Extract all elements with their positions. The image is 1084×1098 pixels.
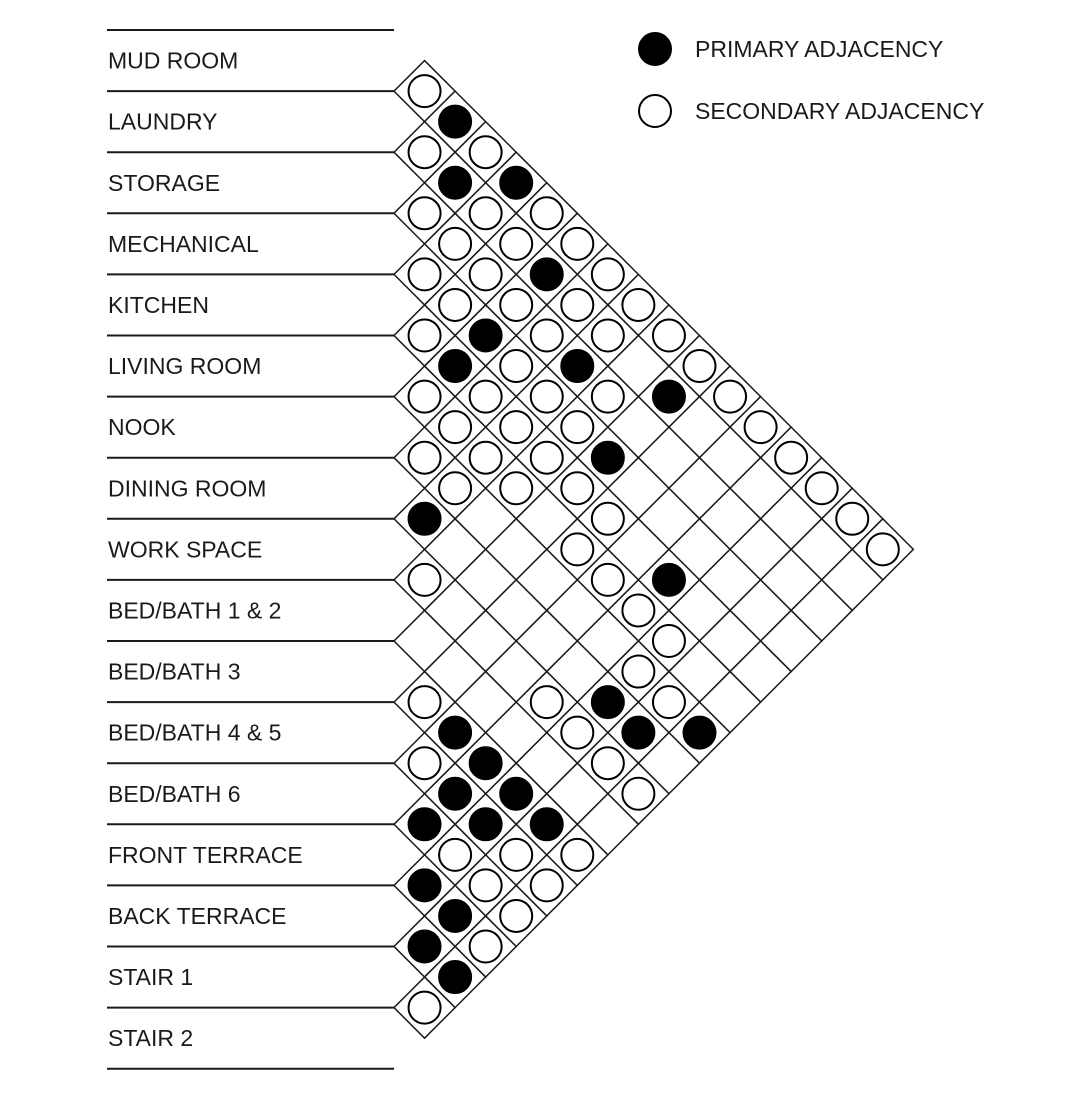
secondary-adjacency-dot-mud-room-bed-bath-1-2	[653, 320, 685, 352]
secondary-adjacency-dot-mud-room-stair-2	[867, 533, 899, 565]
primary-adjacency-dot-kitchen-nook	[439, 350, 471, 382]
secondary-adjacency-dot-living-room-back-terrace	[653, 625, 685, 657]
room-label-back-terrace: BACK TERRACE	[108, 902, 287, 929]
secondary-adjacency-dot-bed-bath-6-stair-2	[500, 900, 532, 932]
secondary-adjacency-dot-kitchen-living-room	[409, 320, 441, 352]
secondary-adjacency-dot-bed-bath-3-stair-2	[561, 839, 593, 871]
secondary-adjacency-dot-mechanical-dining-room	[500, 350, 532, 382]
room-label-kitchen: KITCHEN	[108, 291, 209, 318]
legend	[639, 33, 984, 127]
secondary-adjacency-dot-kitchen-bed-bath-3	[561, 472, 593, 504]
secondary-adjacency-dot-storage-nook	[500, 289, 532, 321]
room-label-living-room: LIVING ROOM	[108, 353, 262, 380]
secondary-adjacency-dot-living-room-work-space	[470, 442, 502, 474]
primary-adjacency-dot-bed-bath-3-bed-bath-6	[439, 717, 471, 749]
primary-adjacency-dot-mechanical-nook	[470, 320, 502, 352]
primary-adjacency-dot-bed-bath-6-front-terrace	[409, 808, 441, 840]
primary-adjacency-dot-nook-stair-2	[684, 717, 716, 749]
secondary-adjacency-dot-mud-room-bed-bath-3	[684, 350, 716, 382]
primary-adjacency-dot-laundry-nook	[531, 258, 563, 290]
secondary-adjacency-dot-living-room-nook	[409, 381, 441, 413]
room-label-laundry: LAUNDRY	[108, 108, 218, 135]
primary-adjacency-dot-mud-room-storage	[439, 106, 471, 138]
secondary-adjacency-dot-bed-bath-6-back-terrace	[439, 839, 471, 871]
room-label-mud-room: MUD ROOM	[108, 47, 239, 74]
secondary-adjacency-dot-laundry-storage	[409, 136, 441, 168]
primary-adjacency-dot-front-terrace-back-terrace	[409, 869, 441, 901]
room-label-front-terrace: FRONT TERRACE	[108, 841, 303, 868]
secondary-adjacency-dot-mud-room-back-terrace	[806, 472, 838, 504]
secondary-adjacency-dot-work-space-back-terrace	[561, 717, 593, 749]
room-label-mechanical: MECHANICAL	[108, 230, 259, 257]
room-label-stair-1: STAIR 1	[108, 964, 194, 991]
primary-adjacency-dot-laundry-mechanical	[439, 167, 471, 199]
secondary-adjacency-dot-mud-room-dining-room	[592, 258, 624, 290]
room-label-stair-2: STAIR 2	[108, 1025, 194, 1052]
secondary-adjacency-dot-work-space-stair-2	[622, 778, 654, 810]
secondary-adjacency-dot-stair-1-stair-2	[409, 992, 441, 1024]
secondary-adjacency-dot-bed-bath-4-5-stair-2	[531, 869, 563, 901]
primary-adjacency-dot-bed-bath-3-back-terrace	[500, 778, 532, 810]
room-label-dining-room: DINING ROOM	[108, 475, 267, 502]
secondary-adjacency-dot-kitchen-bed-bath-4-5	[592, 503, 624, 535]
secondary-adjacency-dot-work-space-bed-bath-1-2	[409, 564, 441, 596]
room-label-bed-bath-6: BED/BATH 6	[108, 780, 241, 807]
secondary-adjacency-dot-bed-bath-6-stair-1	[470, 869, 502, 901]
primary-adjacency-dot-kitchen-front-terrace	[653, 564, 685, 596]
secondary-adjacency-dot-kitchen-bed-bath-1-2	[531, 442, 563, 474]
legend-primary-label: PRIMARY ADJACENCY	[695, 36, 944, 62]
primary-adjacency-dot-dining-room-work-space	[409, 503, 441, 535]
secondary-adjacency-dot-laundry-living-room	[500, 228, 532, 260]
secondary-adjacency-dot-living-room-front-terrace	[622, 594, 654, 626]
secondary-adjacency-dot-mud-room-front-terrace	[775, 442, 807, 474]
secondary-adjacency-dot-laundry-dining-room	[561, 289, 593, 321]
primary-adjacency-dot-bed-bath-4-5-back-terrace	[470, 808, 502, 840]
room-label-bed-bath-3: BED/BATH 3	[108, 658, 241, 685]
primary-adjacency-dot-mechanical-bed-bath-3	[592, 442, 624, 474]
secondary-adjacency-dot-work-space-stair-1	[592, 747, 624, 779]
secondary-adjacency-dot-kitchen-dining-room	[470, 381, 502, 413]
secondary-adjacency-dot-nook-stair-1	[653, 686, 685, 718]
room-labels	[108, 48, 303, 1052]
secondary-adjacency-dot-laundry-work-space	[592, 320, 624, 352]
secondary-adjacency-dot-mud-room-bed-bath-4-5	[714, 381, 746, 413]
secondary-adjacency-dot-kitchen-work-space	[500, 411, 532, 443]
secondary-adjacency-dot-bed-bath-3-bed-bath-4-5	[409, 686, 441, 718]
legend-secondary-marker	[639, 95, 671, 127]
secondary-adjacency-dot-front-terrace-stair-2	[470, 931, 502, 963]
primary-adjacency-dot-dining-room-back-terrace	[592, 686, 624, 718]
secondary-adjacency-dot-mechanical-kitchen	[409, 258, 441, 290]
primary-adjacency-dot-front-terrace-stair-1	[439, 900, 471, 932]
secondary-adjacency-dot-living-room-bed-bath-1-2	[500, 472, 532, 504]
secondary-adjacency-dot-bed-bath-4-5-bed-bath-6	[409, 747, 441, 779]
primary-adjacency-dot-bed-bath-4-5-front-terrace	[439, 778, 471, 810]
primary-adjacency-dot-bed-bath-3-front-terrace	[470, 747, 502, 779]
secondary-adjacency-dot-laundry-kitchen	[470, 197, 502, 229]
secondary-adjacency-dot-nook-back-terrace	[622, 656, 654, 688]
secondary-adjacency-dot-storage-kitchen	[439, 228, 471, 260]
secondary-adjacency-dot-mud-room-work-space	[622, 289, 654, 321]
room-label-nook: NOOK	[108, 414, 176, 441]
legend-primary-marker	[639, 33, 671, 65]
secondary-adjacency-dot-storage-living-room	[470, 258, 502, 290]
room-label-work-space: WORK SPACE	[108, 536, 263, 563]
secondary-adjacency-dot-nook-work-space	[439, 472, 471, 504]
secondary-adjacency-dot-mechanical-work-space	[531, 381, 563, 413]
primary-adjacency-dot-dining-room-stair-1	[622, 717, 654, 749]
room-label-bed-bath-1-2: BED/BATH 1 & 2	[108, 597, 282, 624]
secondary-adjacency-dot-bed-bath-4-5-stair-1	[500, 839, 532, 871]
secondary-adjacency-dot-mud-room-mechanical	[470, 136, 502, 168]
secondary-adjacency-dot-mud-room-bed-bath-6	[745, 411, 777, 443]
room-label-storage: STORAGE	[108, 169, 221, 196]
secondary-adjacency-dot-storage-dining-room	[531, 320, 563, 352]
primary-adjacency-dot-mud-room-kitchen	[500, 167, 532, 199]
secondary-adjacency-dot-storage-bed-bath-1-2	[592, 381, 624, 413]
room-label-bed-bath-4-5: BED/BATH 4 & 5	[108, 719, 282, 746]
secondary-adjacency-dot-nook-dining-room	[409, 442, 441, 474]
primary-adjacency-dot-bed-bath-3-stair-1	[531, 808, 563, 840]
primary-adjacency-dot-back-terrace-stair-1	[409, 931, 441, 963]
secondary-adjacency-dot-living-room-bed-bath-4-5	[561, 533, 593, 565]
secondary-adjacency-dot-living-room-dining-room	[439, 411, 471, 443]
secondary-adjacency-dot-mechanical-bed-bath-1-2	[561, 411, 593, 443]
secondary-adjacency-dot-mud-room-laundry	[409, 75, 441, 107]
secondary-adjacency-dot-mud-room-nook	[561, 228, 593, 260]
secondary-adjacency-dot-work-space-front-terrace	[531, 686, 563, 718]
secondary-adjacency-dot-living-room-bed-bath-6	[592, 564, 624, 596]
secondary-adjacency-dot-storage-mechanical	[409, 197, 441, 229]
secondary-adjacency-dot-mud-room-stair-1	[836, 503, 868, 535]
secondary-adjacency-dot-mechanical-living-room	[439, 289, 471, 321]
primary-adjacency-dot-laundry-bed-bath-3	[653, 381, 685, 413]
primary-adjacency-dot-storage-work-space	[561, 350, 593, 382]
legend-secondary-label: SECONDARY ADJACENCY	[695, 98, 985, 124]
primary-adjacency-dot-back-terrace-stair-2	[439, 961, 471, 993]
secondary-adjacency-dot-mud-room-living-room	[531, 197, 563, 229]
